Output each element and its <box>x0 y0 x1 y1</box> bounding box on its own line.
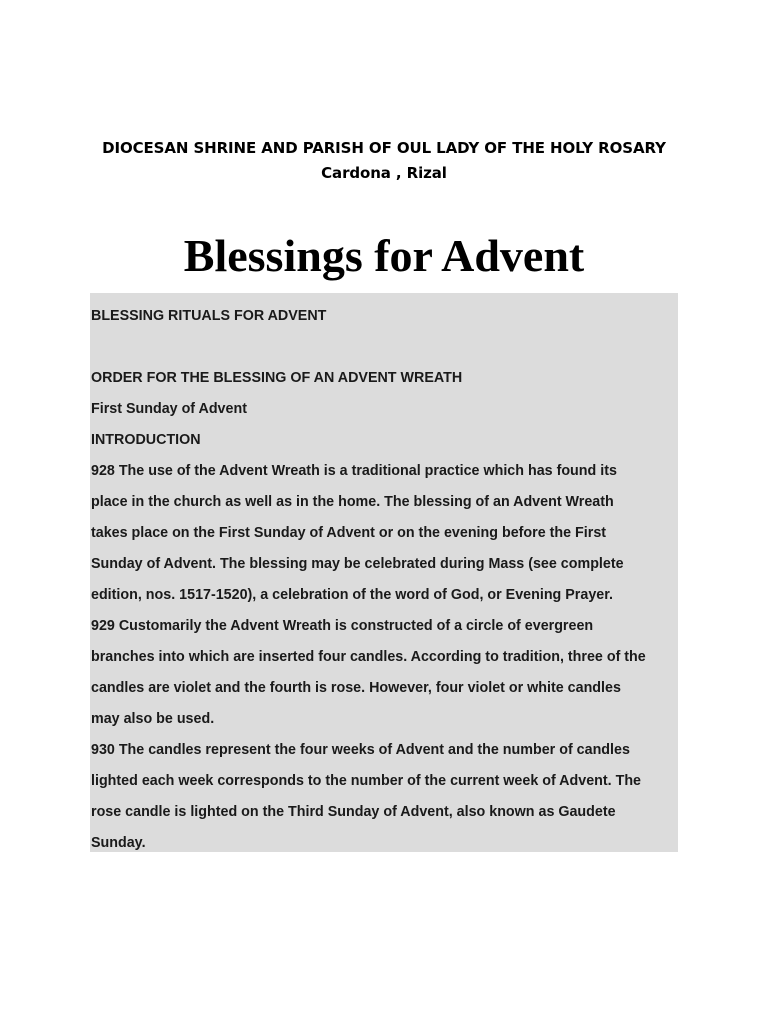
paragraph-line: Sunday. <box>91 835 146 851</box>
paragraph-line: lighted each week corresponds to the number of the current week of Advent. The <box>91 773 641 789</box>
paragraph-line: 928 The use of the Advent Wreath is a traditional practice which has found its <box>91 463 617 479</box>
paragraph-line: candles are violet and the fourth is rose. However, four violet or white candles <box>91 680 621 696</box>
parish-location: Cardona , Rizal <box>321 164 447 182</box>
paragraph-line: takes place on the First Sunday of Advent or on the evening before the First <box>91 525 607 541</box>
parish-header <box>0 136 768 186</box>
blank-line <box>91 332 683 363</box>
document-title: Blessings for Advent <box>183 230 585 281</box>
paragraph-line: rose candle is lighted on the Third Sunday of Advent, also known as Gaudete <box>91 804 616 820</box>
document-body <box>91 301 683 859</box>
parish-name: DIOCESAN SHRINE AND PARISH OF OUL LADY OF THE HOLY ROSARY <box>102 139 666 157</box>
section-heading: BLESSING RITUALS FOR ADVENT <box>91 308 327 324</box>
paragraph-line: 930 The candles represent the four weeks of Advent and the number of candles <box>91 742 630 758</box>
subheading: First Sunday of Advent <box>91 401 247 417</box>
order-heading: ORDER FOR THE BLESSING OF AN ADVENT WREATH <box>91 370 463 386</box>
paragraph-line: 929 Customarily the Advent Wreath is constructed of a circle of evergreen <box>91 618 594 634</box>
paragraph-line: Sunday of Advent. The blessing may be celebrated during Mass (see complete <box>91 556 624 572</box>
paragraph-line: place in the church as well as in the home. The blessing of an Advent Wreath <box>91 494 614 510</box>
paragraph-line: edition, nos. 1517-1520), a celebration of the word of God, or Evening Prayer. <box>91 587 613 603</box>
introduction-heading: INTRODUCTION <box>91 432 201 448</box>
paragraph-line: branches into which are inserted four candles. According to tradition, three of the <box>91 649 646 665</box>
paragraph-line: may also be used. <box>91 711 215 727</box>
